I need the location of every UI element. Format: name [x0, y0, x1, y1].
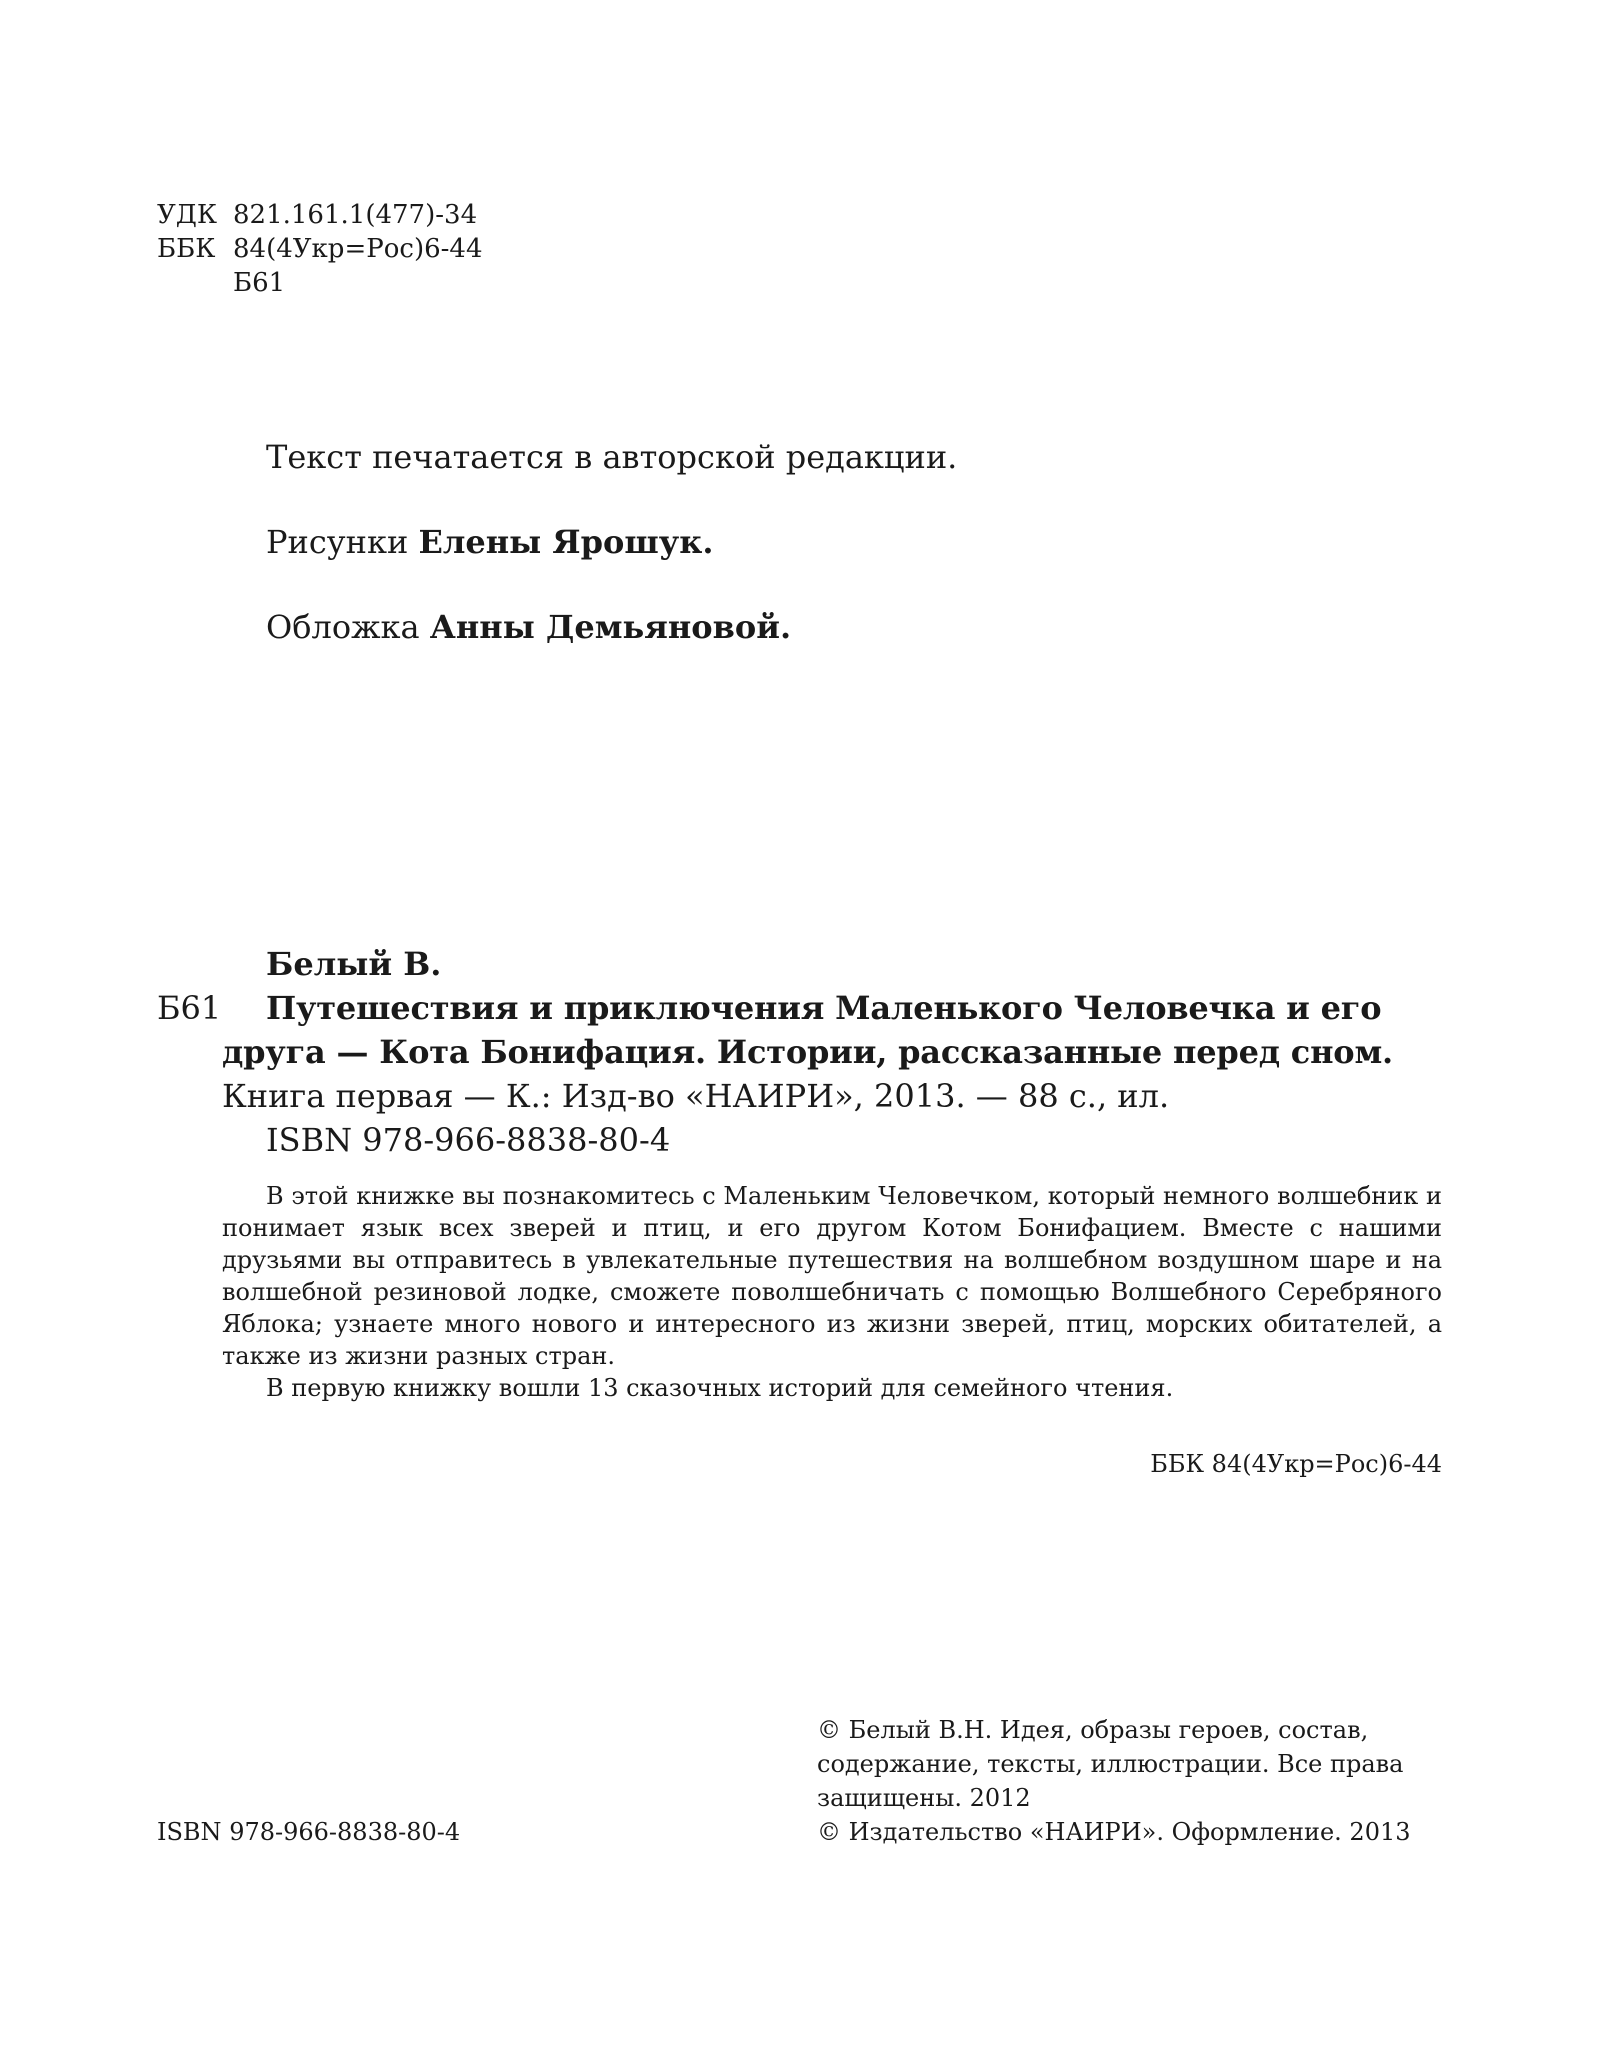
udk-row [157, 198, 478, 232]
record-title-line1: Путешествия и приключения Маленького Человечка и его [266, 989, 1382, 1027]
record-title-line2: друга — Кота Бонифация. Истории, рассказанные перед сном. [222, 1033, 1393, 1071]
copyright-publisher: © Издательство «НАИРИ». Оформление. 2013 [817, 1818, 1411, 1846]
annotation-bbk: ББК 84(4Укр=Рос)6-44 [1150, 1450, 1442, 1478]
copyright-author-line3: защищены. 2012 [817, 1784, 1031, 1812]
annotation-paragraph-2: В первую книжку вошли 13 сказочных историй для семейного чтения. [266, 1374, 1174, 1402]
annotation-paragraph-1: В этой книжке вы познакомитесь с Маленьким Человечком, который немного волшебник и понимает язык всех зверей и птиц, и его другом Котом Бонифацием. Вместе с нашими друзьями вы отправитесь в увлекательные путешествия на волшебном воздушном шаре и на волшебной резиновой лодке, сможете поволшебничать с помощью Волшебного Серебряного Яблока; узнаете много нового и интересного из жизни зверей, птиц, морских обитателей, а также из жизни разных стран. [222, 1182, 1442, 1370]
footer-isbn: ISBN 978-966-8838-80-4 [157, 1818, 461, 1846]
illustrations-credit [266, 523, 713, 561]
copyright-author-line1: © Белый В.Н. Идея, образы героев, состав, [817, 1716, 1369, 1744]
copyright-author-line2: содержание, тексты, иллюстрации. Все права [817, 1750, 1404, 1778]
record-isbn: ISBN 978-966-8838-80-4 [266, 1121, 671, 1159]
cover-credit [266, 608, 791, 646]
bbk-label: ББК [157, 234, 216, 264]
udk-value: 821.161.1(477)-34 [233, 200, 478, 230]
bbk-value: 84(4Укр=Рос)6-44 [233, 234, 483, 264]
edition-note: Текст печатается в авторской редакции. [266, 438, 958, 476]
cover-name: Анны Демьяновой. [429, 608, 792, 646]
illustrations-prefix: Рисунки [266, 523, 409, 561]
record-author: Белый В. [266, 945, 442, 983]
record-imprint: Книга первая — К.: Изд-во «НАИРИ», 2013. — 88 с., ил. [222, 1077, 1170, 1115]
udk-label: УДК [157, 200, 218, 230]
record-mark: Б61 [157, 989, 222, 1027]
annotation [222, 1180, 1442, 1404]
cover-prefix: Обложка [266, 608, 420, 646]
illustrations-name: Елены Ярошук. [418, 523, 714, 561]
author-mark-top: Б61 [233, 268, 286, 298]
bbk-row [157, 232, 483, 266]
